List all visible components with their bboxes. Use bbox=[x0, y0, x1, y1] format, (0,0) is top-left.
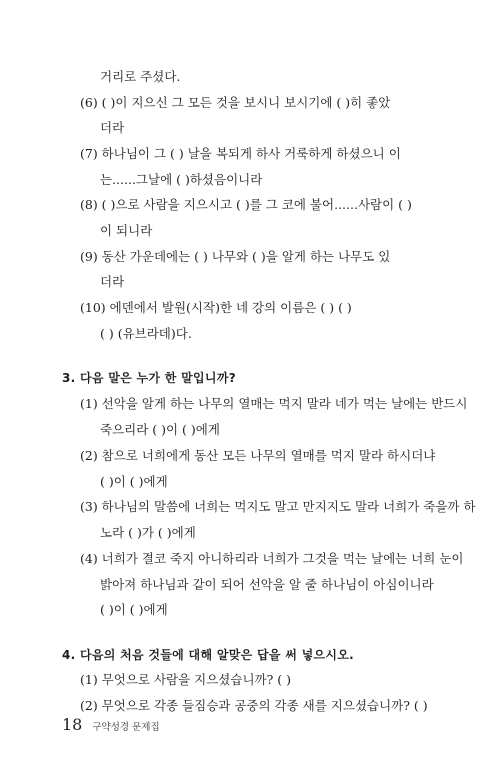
section-heading-4: 4. 다음의 처음 것들에 대해 알맞은 답을 써 넣으시오. bbox=[62, 648, 355, 662]
text-line: ( ) (유브라데)다. bbox=[100, 326, 192, 341]
text-line: ( )이 ( )에게 bbox=[100, 602, 168, 617]
page-number: 18 bbox=[62, 715, 83, 734]
text-line: 더라 bbox=[100, 120, 125, 135]
text-line: (3) 하나님의 말씀에 너희는 먹지도 말고 만지지도 말라 너희가 죽을까 하 bbox=[80, 499, 476, 514]
text-line: 거리로 주셨다. bbox=[100, 69, 181, 84]
text-line: 밝아져 하나님과 같이 되어 선악을 알 줄 하나님이 아심이니라 bbox=[100, 577, 434, 592]
text-line: 이 되니라 bbox=[100, 223, 153, 238]
text-line: (9) 동산 가운데에는 ( ) 나무와 ( )을 알게 하는 나무도 있 bbox=[80, 249, 391, 264]
page-footer bbox=[62, 715, 160, 734]
text-line: (6) ( )이 지으신 그 모든 것을 보시니 보시기에 ( )히 좋았 bbox=[80, 95, 391, 110]
text-line: (8) ( )으로 사람을 지으시고 ( )를 그 코에 불어......사람이 ( ) bbox=[80, 197, 412, 212]
text-line: (1) 선악을 알게 하는 나무의 열매는 먹지 말라 네가 먹는 날에는 반드시 bbox=[80, 396, 468, 411]
text-line: ( )이 ( )에게 bbox=[100, 474, 168, 489]
text-line: 더라 bbox=[100, 274, 125, 289]
text-line: (1) 무엇으로 사람을 지으셨습니까? ( ) bbox=[80, 672, 292, 687]
text-line: 노라 ( )가 ( )에게 bbox=[100, 525, 196, 540]
text-line: (4) 너희가 결코 죽지 아니하리라 너희가 그것을 먹는 날에는 너희 눈이 bbox=[80, 551, 464, 566]
text-line: (10) 에덴에서 발원(시작)한 네 강의 이름은 ( ) ( ) bbox=[80, 300, 352, 315]
book-title: 구약성경 문제집 bbox=[92, 722, 160, 733]
text-line: (2) 참으로 너희에게 동산 모든 나무의 열매를 먹지 말라 하시더냐 bbox=[80, 448, 436, 463]
text-line: (7) 하나님이 그 ( ) 날을 복되게 하사 거룩하게 하셨으니 이 bbox=[80, 146, 401, 161]
text-line: 는......그날에 ( )하셨음이니라 bbox=[100, 172, 263, 187]
text-line: (2) 무엇으로 각종 들짐승과 공중의 각종 새를 지으셨습니까? ( ) bbox=[80, 698, 428, 713]
text-line: 죽으리라 ( )이 ( )에게 bbox=[100, 422, 220, 437]
section-heading-3: 3. 다음 말은 누가 한 말입니까? bbox=[62, 371, 236, 385]
